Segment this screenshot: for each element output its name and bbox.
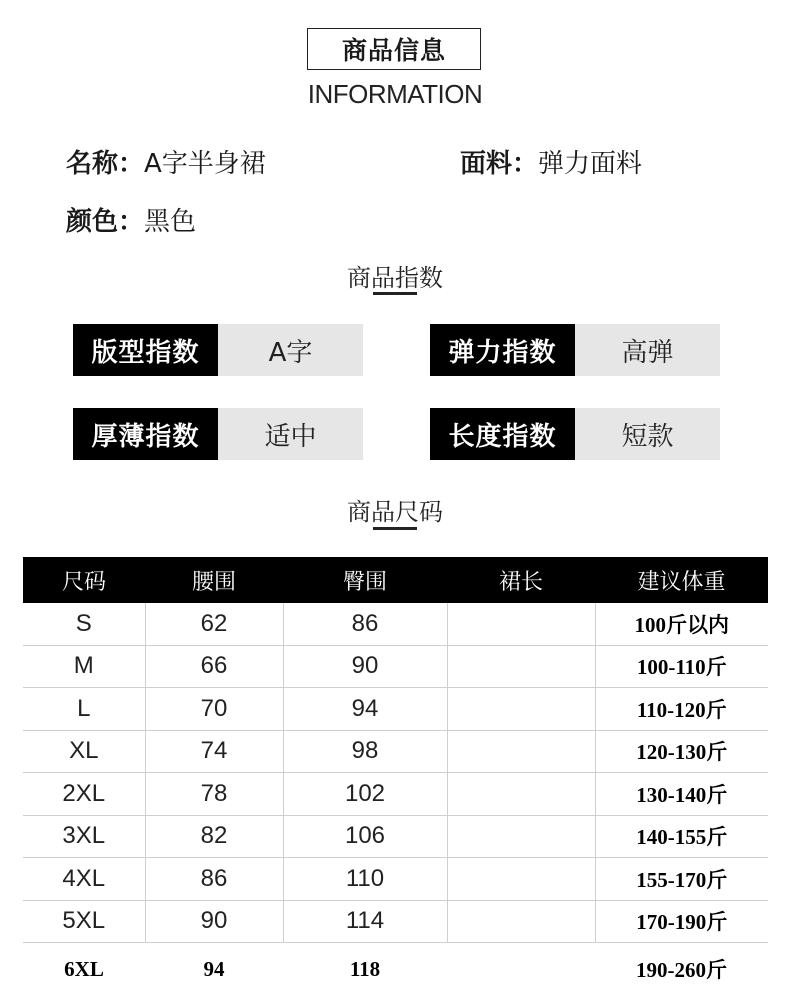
index-value: 适中 <box>218 408 363 460</box>
table-cell: 62 <box>145 603 283 645</box>
name-label: 名称： <box>66 149 145 179</box>
index-value: 高弹 <box>575 324 720 376</box>
table-cell: 98 <box>283 730 447 773</box>
name-value: A字半身裙 <box>144 149 266 179</box>
index-item <box>73 324 363 376</box>
table-cell: 110 <box>283 858 447 901</box>
table-cell: M <box>23 645 145 688</box>
table-cell <box>447 773 595 816</box>
color-value: 黑色 <box>144 207 197 237</box>
table-cell <box>447 688 595 731</box>
table-cell: 90 <box>145 900 283 943</box>
table-cell <box>447 645 595 688</box>
table-cell: 118 <box>349 956 381 981</box>
table-cell: 90 <box>283 645 447 688</box>
table-cell: 5XL <box>23 900 145 943</box>
index-heading-underline <box>373 292 417 295</box>
table-cell <box>447 858 595 901</box>
table-cell <box>447 900 595 943</box>
table-cell: 4XL <box>23 858 145 901</box>
table-cell: 94 <box>203 956 225 981</box>
info-name <box>66 143 266 180</box>
color-label: 颜色： <box>66 207 145 237</box>
table-cell: 100-110斤 <box>595 645 768 688</box>
table-cell: 94 <box>283 688 447 731</box>
table-row <box>23 688 768 731</box>
table-row <box>23 730 768 773</box>
table-cell <box>447 730 595 773</box>
table-cell: 106 <box>283 815 447 858</box>
column-header: 臀围 <box>283 557 447 603</box>
table-row <box>23 815 768 858</box>
table-cell: 3XL <box>23 815 145 858</box>
table-cell: S <box>23 603 145 645</box>
column-header: 裙长 <box>447 557 595 603</box>
index-item <box>73 408 363 460</box>
table-row <box>23 645 768 688</box>
table-cell: 100斤以内 <box>595 603 768 645</box>
info-fabric <box>460 143 642 180</box>
info-color <box>66 201 196 238</box>
table-row <box>23 943 768 996</box>
index-label: 厚薄指数 <box>73 408 218 460</box>
page-subtitle: INFORMATION <box>307 79 483 109</box>
column-header: 建议体重 <box>595 557 768 603</box>
table-cell: 130-140斤 <box>595 773 768 816</box>
table-row <box>23 900 768 943</box>
index-value: A字 <box>218 324 363 376</box>
index-label: 长度指数 <box>430 408 575 460</box>
table-cell: XL <box>23 730 145 773</box>
index-label: 弹力指数 <box>430 324 575 376</box>
index-item <box>430 324 720 376</box>
page-title: 商品信息 <box>307 28 481 70</box>
size-heading-underline <box>373 527 417 530</box>
index-label: 版型指数 <box>73 324 218 376</box>
table-cell: L <box>23 688 145 731</box>
table-cell: 70 <box>145 688 283 731</box>
table-cell: 86 <box>145 858 283 901</box>
table-header-row <box>23 557 768 603</box>
table-cell <box>447 815 595 858</box>
table-cell: 114 <box>283 900 447 943</box>
table-cell: 6XL <box>64 956 104 981</box>
table-cell: 74 <box>145 730 283 773</box>
table-cell: 78 <box>145 773 283 816</box>
size-heading: 商品尺码 <box>347 498 443 526</box>
fabric-value: 弹力面料 <box>538 149 643 179</box>
size-table <box>23 557 768 995</box>
table-cell: 190-260斤 <box>636 958 727 982</box>
table-cell: 110-120斤 <box>595 688 768 731</box>
table-cell: 102 <box>283 773 447 816</box>
index-heading: 商品指数 <box>347 264 443 292</box>
fabric-label: 面料： <box>460 149 539 179</box>
table-row <box>23 603 768 645</box>
table-row <box>23 773 768 816</box>
table-cell: 82 <box>145 815 283 858</box>
table-cell: 170-190斤 <box>595 900 768 943</box>
table-cell: 155-170斤 <box>595 858 768 901</box>
table-cell: 120-130斤 <box>595 730 768 773</box>
table-row <box>23 858 768 901</box>
column-header: 腰围 <box>145 557 283 603</box>
table-cell: 140-155斤 <box>595 815 768 858</box>
table-cell: 66 <box>145 645 283 688</box>
table-cell: 86 <box>283 603 447 645</box>
index-item <box>430 408 720 460</box>
table-cell <box>447 943 595 996</box>
table-cell: 2XL <box>23 773 145 816</box>
index-value: 短款 <box>575 408 720 460</box>
column-header: 尺码 <box>23 557 145 603</box>
table-cell <box>447 603 595 645</box>
